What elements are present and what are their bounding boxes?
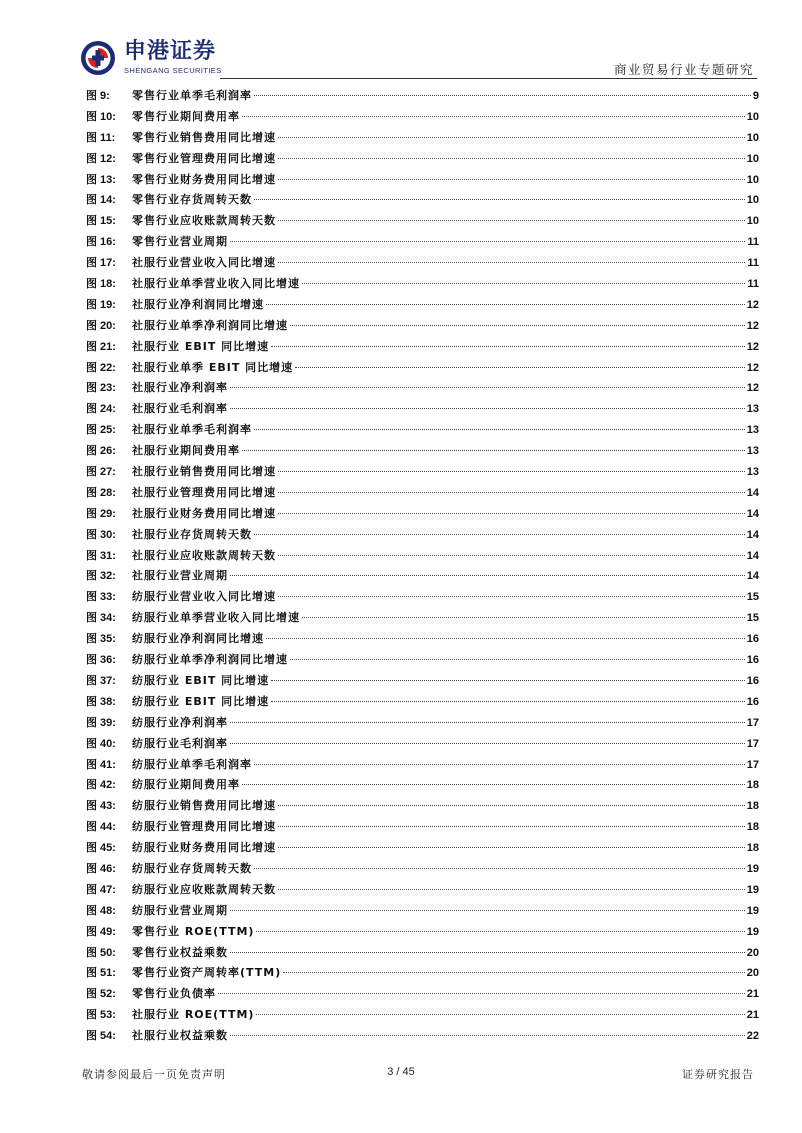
toc-figure-number: 图 42: <box>86 779 116 792</box>
toc-figure-number: 图 41: <box>86 758 116 771</box>
toc-figure-title: 纺服行业 EBIT 同比增速 <box>132 673 270 687</box>
toc-entry[interactable] <box>86 107 759 128</box>
toc-figure-number: 图 17: <box>86 257 116 270</box>
toc-entry[interactable] <box>86 817 759 838</box>
toc-page-number: 15 <box>746 591 759 604</box>
toc-entry[interactable] <box>86 838 759 859</box>
toc-entry[interactable] <box>86 253 759 274</box>
toc-entry[interactable] <box>86 608 759 629</box>
toc-dot-leader <box>271 680 745 681</box>
report-title: 商业贸易行业专题研究 <box>613 62 754 77</box>
toc-figure-number: 图 23: <box>86 382 116 395</box>
toc-entry[interactable] <box>86 295 759 316</box>
toc-page-number: 18 <box>746 842 759 855</box>
toc-figure-number: 图 16: <box>86 236 116 249</box>
toc-figure-title: 社服行业销售费用同比增速 <box>132 465 276 479</box>
toc-page-number: 18 <box>746 821 759 834</box>
toc-dot-leader <box>278 826 745 827</box>
toc-figure-title: 纺服行业存货周转天数 <box>132 861 252 875</box>
toc-figure-title: 零售行业期间费用率 <box>132 109 240 123</box>
brand-name-cn: 申港证券 <box>124 39 217 64</box>
toc-figure-title: 零售行业财务费用同比增速 <box>132 172 276 186</box>
toc-dot-leader <box>230 910 745 911</box>
toc-dot-leader <box>254 429 745 430</box>
toc-dot-leader <box>254 95 751 96</box>
toc-page-number: 16 <box>746 695 759 708</box>
toc-figure-number: 图 33: <box>86 591 116 604</box>
toc-entry[interactable] <box>86 671 759 692</box>
toc-figure-number: 图 40: <box>86 737 116 750</box>
toc-entry[interactable] <box>86 901 759 922</box>
toc-dot-leader <box>278 492 745 493</box>
toc-page-number: 14 <box>746 549 759 562</box>
toc-page-number: 13 <box>746 403 759 416</box>
toc-figure-title: 社服行业净利润率 <box>132 381 228 395</box>
toc-entry[interactable] <box>86 587 759 608</box>
page-number: 3 / 45 <box>387 1066 415 1078</box>
toc-figure-title: 零售行业应收账款周转天数 <box>132 214 276 228</box>
toc-entry[interactable] <box>86 796 759 817</box>
toc-figure-title: 社服行业 EBIT 同比增速 <box>132 339 270 353</box>
toc-page-number: 20 <box>746 967 759 980</box>
toc-page-number: 22 <box>746 1030 759 1043</box>
toc-dot-leader <box>218 993 745 994</box>
toc-page-number: 14 <box>746 507 759 520</box>
toc-entry[interactable] <box>86 378 759 399</box>
toc-dot-leader <box>278 471 745 472</box>
toc-figure-title: 社服行业存货周转天数 <box>132 527 252 541</box>
toc-page-number: 14 <box>746 486 759 499</box>
toc-page-number: 21 <box>746 1009 759 1022</box>
toc-figure-title: 社服行业财务费用同比增速 <box>132 506 276 520</box>
toc-figure-number: 图 47: <box>86 883 116 896</box>
toc-entry[interactable] <box>86 984 759 1005</box>
toc-dot-leader <box>278 513 745 514</box>
toc-entry[interactable] <box>86 943 759 964</box>
toc-figure-title: 纺服行业净利润同比增速 <box>132 632 264 646</box>
toc-dot-leader <box>230 408 745 409</box>
toc-entry[interactable] <box>86 880 759 901</box>
toc-page-number: 18 <box>746 779 759 792</box>
toc-dot-leader <box>254 868 745 869</box>
footer-disclaimer: 敬请参阅最后一页免责声明 <box>82 1068 226 1081</box>
page-header <box>0 0 802 80</box>
toc-page-number: 16 <box>746 674 759 687</box>
toc-dot-leader <box>230 722 745 723</box>
toc-dot-leader <box>242 116 745 117</box>
toc-entry[interactable] <box>86 316 759 337</box>
toc-dot-leader <box>254 764 745 765</box>
toc-dot-leader <box>230 1035 745 1036</box>
toc-dot-leader <box>271 346 745 347</box>
toc-entry[interactable] <box>86 566 759 587</box>
toc-entry[interactable] <box>86 859 759 880</box>
toc-entry[interactable] <box>86 1005 759 1026</box>
toc-dot-leader <box>230 952 745 953</box>
toc-figure-number: 图 25: <box>86 424 116 437</box>
toc-figure-title: 社服行业 ROE(TTM) <box>132 1008 255 1022</box>
toc-page-number: 17 <box>746 758 759 771</box>
toc-figure-title: 社服行业单季营业收入同比增速 <box>132 277 300 291</box>
toc-page-number: 14 <box>746 570 759 583</box>
toc-page-number: 12 <box>746 361 759 374</box>
toc-page-number: 17 <box>746 716 759 729</box>
toc-dot-leader <box>242 784 745 785</box>
figure-index-list <box>86 86 759 1047</box>
toc-figure-title: 零售行业 ROE(TTM) <box>132 924 255 938</box>
toc-figure-number: 图 35: <box>86 633 116 646</box>
toc-figure-number: 图 28: <box>86 486 116 499</box>
toc-figure-number: 图 22: <box>86 361 116 374</box>
toc-figure-number: 图 53: <box>86 1009 116 1022</box>
toc-figure-number: 图 29: <box>86 507 116 520</box>
toc-page-number: 10 <box>746 173 759 186</box>
toc-dot-leader <box>230 575 745 576</box>
page-footer <box>0 1062 802 1092</box>
toc-figure-title: 社服行业单季净利润同比增速 <box>132 318 288 332</box>
toc-page-number: 13 <box>746 466 759 479</box>
toc-entry[interactable] <box>86 420 759 441</box>
toc-figure-number: 图 37: <box>86 674 116 687</box>
toc-figure-number: 图 48: <box>86 904 116 917</box>
toc-entry[interactable] <box>86 149 759 170</box>
toc-page-number: 13 <box>746 424 759 437</box>
toc-figure-number: 图 13: <box>86 173 116 186</box>
toc-figure-title: 纺服行业毛利润率 <box>132 736 228 750</box>
toc-dot-leader <box>278 847 745 848</box>
toc-figure-number: 图 24: <box>86 403 116 416</box>
toc-entry[interactable] <box>86 525 759 546</box>
toc-figure-number: 图 21: <box>86 340 116 353</box>
toc-entry[interactable] <box>86 650 759 671</box>
toc-entry[interactable] <box>86 86 759 107</box>
toc-figure-number: 图 31: <box>86 549 116 562</box>
toc-figure-number: 图 45: <box>86 842 116 855</box>
toc-figure-title: 零售行业销售费用同比增速 <box>132 130 276 144</box>
toc-entry[interactable] <box>86 211 759 232</box>
toc-page-number: 12 <box>746 382 759 395</box>
toc-figure-title: 社服行业毛利润率 <box>132 402 228 416</box>
toc-figure-number: 图 46: <box>86 862 116 875</box>
toc-dot-leader <box>302 283 745 284</box>
toc-entry[interactable] <box>86 775 759 796</box>
toc-dot-leader <box>254 199 745 200</box>
toc-figure-title: 社服行业营业周期 <box>132 569 228 583</box>
toc-entry[interactable] <box>86 462 759 483</box>
toc-figure-title: 社服行业净利润同比增速 <box>132 297 264 311</box>
toc-dot-leader <box>278 805 745 806</box>
toc-entry[interactable] <box>86 629 759 650</box>
toc-entry[interactable] <box>86 963 759 984</box>
toc-dot-leader <box>278 555 745 556</box>
toc-figure-title: 社服行业单季毛利润率 <box>132 423 252 437</box>
toc-dot-leader <box>295 367 745 368</box>
toc-figure-number: 图 27: <box>86 466 116 479</box>
toc-entry[interactable] <box>86 692 759 713</box>
toc-figure-title: 社服行业应收账款周转天数 <box>132 548 276 562</box>
toc-entry[interactable] <box>86 128 759 149</box>
toc-figure-title: 零售行业管理费用同比增速 <box>132 151 276 165</box>
toc-page-number: 21 <box>746 988 759 1001</box>
toc-dot-leader <box>290 325 745 326</box>
toc-page-number: 16 <box>746 633 759 646</box>
toc-figure-title: 零售行业存货周转天数 <box>132 193 252 207</box>
toc-figure-title: 纺服行业单季营业收入同比增速 <box>132 611 300 625</box>
toc-figure-title: 社服行业单季 EBIT 同比增速 <box>132 360 294 374</box>
toc-page-number: 10 <box>746 131 759 144</box>
toc-figure-number: 图 14: <box>86 194 116 207</box>
toc-figure-number: 图 52: <box>86 988 116 1001</box>
toc-figure-number: 图 51: <box>86 967 116 980</box>
toc-figure-number: 图 32: <box>86 570 116 583</box>
toc-figure-title: 零售行业单季毛利润率 <box>132 89 252 102</box>
toc-entry[interactable] <box>86 274 759 295</box>
toc-dot-leader <box>242 450 745 451</box>
toc-dot-leader <box>254 534 745 535</box>
toc-figure-title: 零售行业营业周期 <box>132 235 228 249</box>
toc-figure-title: 纺服行业应收账款周转天数 <box>132 882 276 896</box>
toc-page-number: 13 <box>746 445 759 458</box>
toc-dot-leader <box>278 889 745 890</box>
toc-page-number: 10 <box>746 152 759 165</box>
toc-figure-number: 图 26: <box>86 445 116 458</box>
toc-page-number: 19 <box>746 925 759 938</box>
toc-entry[interactable] <box>86 713 759 734</box>
toc-figure-number: 图 10: <box>86 110 116 123</box>
toc-page-number: 16 <box>746 654 759 667</box>
toc-page-number: 20 <box>746 946 759 959</box>
toc-page-number: 15 <box>746 612 759 625</box>
toc-figure-number: 图 38: <box>86 695 116 708</box>
toc-entry[interactable] <box>86 337 759 358</box>
toc-entry[interactable] <box>86 504 759 525</box>
toc-figure-title: 社服行业管理费用同比增速 <box>132 485 276 499</box>
toc-figure-title: 社服行业营业收入同比增速 <box>132 256 276 270</box>
toc-figure-number: 图 50: <box>86 946 116 959</box>
toc-dot-leader <box>266 304 745 305</box>
toc-page-number: 19 <box>746 883 759 896</box>
toc-figure-title: 纺服行业管理费用同比增速 <box>132 820 276 834</box>
toc-dot-leader <box>278 158 745 159</box>
toc-page-number: 17 <box>746 737 759 750</box>
toc-figure-title: 纺服行业单季毛利润率 <box>132 757 252 771</box>
toc-page-number: 11 <box>747 278 759 291</box>
toc-page-number: 11 <box>747 257 759 270</box>
toc-figure-title: 零售行业资产周转率(TTM) <box>132 966 282 980</box>
toc-dot-leader <box>230 743 745 744</box>
toc-dot-leader <box>278 137 745 138</box>
toc-figure-number: 图 19: <box>86 298 116 311</box>
toc-page-number: 10 <box>746 194 759 207</box>
toc-entry[interactable] <box>86 755 759 776</box>
toc-figure-title: 零售行业负债率 <box>132 987 216 1001</box>
toc-dot-leader <box>256 931 744 932</box>
toc-dot-leader <box>290 659 745 660</box>
toc-figure-title: 纺服行业营业收入同比增速 <box>132 590 276 604</box>
toc-dot-leader <box>230 387 745 388</box>
toc-figure-title: 纺服行业营业周期 <box>132 903 228 917</box>
toc-figure-number: 图 20: <box>86 319 116 332</box>
toc-figure-number: 图 18: <box>86 278 116 291</box>
toc-figure-title: 纺服行业销售费用同比增速 <box>132 799 276 813</box>
toc-dot-leader <box>278 262 745 263</box>
toc-dot-leader <box>278 596 745 597</box>
toc-figure-title: 社服行业权益乘数 <box>132 1029 228 1043</box>
toc-figure-number: 图 11: <box>86 131 116 144</box>
toc-page-number: 14 <box>746 528 759 541</box>
toc-entry[interactable] <box>86 399 759 420</box>
toc-page-number: 12 <box>746 298 759 311</box>
toc-page-number: 19 <box>746 862 759 875</box>
toc-figure-number: 图 36: <box>86 654 116 667</box>
toc-figure-number: 图 15: <box>86 215 116 228</box>
toc-figure-title: 纺服行业单季净利润同比增速 <box>132 653 288 667</box>
toc-dot-leader <box>278 220 745 221</box>
toc-page-number: 18 <box>746 800 759 813</box>
toc-dot-leader <box>266 638 745 639</box>
toc-page-number: 9 <box>752 90 759 102</box>
toc-figure-number: 图 9: <box>86 90 110 102</box>
toc-dot-leader <box>283 972 744 973</box>
toc-entry[interactable] <box>86 190 759 211</box>
toc-figure-number: 图 43: <box>86 800 116 813</box>
toc-entry[interactable] <box>86 734 759 755</box>
brand-name-en: SHENGANG SECURITIES <box>124 66 222 75</box>
toc-figure-number: 图 12: <box>86 152 116 165</box>
toc-figure-number: 图 44: <box>86 821 116 834</box>
toc-dot-leader <box>278 179 745 180</box>
toc-figure-title: 纺服行业期间费用率 <box>132 778 240 792</box>
toc-figure-title: 社服行业期间费用率 <box>132 444 240 458</box>
toc-entry[interactable] <box>86 441 759 462</box>
toc-dot-leader <box>302 617 745 618</box>
toc-dot-leader <box>230 241 745 242</box>
toc-entry[interactable] <box>86 483 759 504</box>
toc-entry[interactable] <box>86 922 759 943</box>
toc-page-number: 10 <box>746 215 759 228</box>
toc-dot-leader <box>256 1014 744 1015</box>
toc-entry[interactable] <box>86 170 759 191</box>
toc-dot-leader <box>271 701 745 702</box>
report-type: 证券研究报告 <box>682 1068 754 1081</box>
toc-figure-number: 图 39: <box>86 716 116 729</box>
shengang-logo-icon <box>80 40 116 76</box>
toc-entry[interactable] <box>86 358 759 379</box>
toc-entry[interactable] <box>86 1026 759 1047</box>
toc-figure-number: 图 54: <box>86 1030 116 1043</box>
toc-page-number: 12 <box>746 319 759 332</box>
toc-figure-title: 零售行业权益乘数 <box>132 945 228 959</box>
toc-figure-number: 图 30: <box>86 528 116 541</box>
toc-figure-number: 图 49: <box>86 925 116 938</box>
toc-page-number: 11 <box>747 236 759 249</box>
toc-page-number: 12 <box>746 340 759 353</box>
toc-page-number: 10 <box>746 110 759 123</box>
toc-figure-title: 纺服行业 EBIT 同比增速 <box>132 694 270 708</box>
toc-figure-title: 纺服行业财务费用同比增速 <box>132 841 276 855</box>
toc-entry[interactable] <box>86 232 759 253</box>
toc-page-number: 19 <box>746 904 759 917</box>
toc-figure-title: 纺服行业净利润率 <box>132 715 228 729</box>
toc-entry[interactable] <box>86 546 759 567</box>
header-divider <box>220 78 757 79</box>
toc-figure-number: 图 34: <box>86 612 116 625</box>
